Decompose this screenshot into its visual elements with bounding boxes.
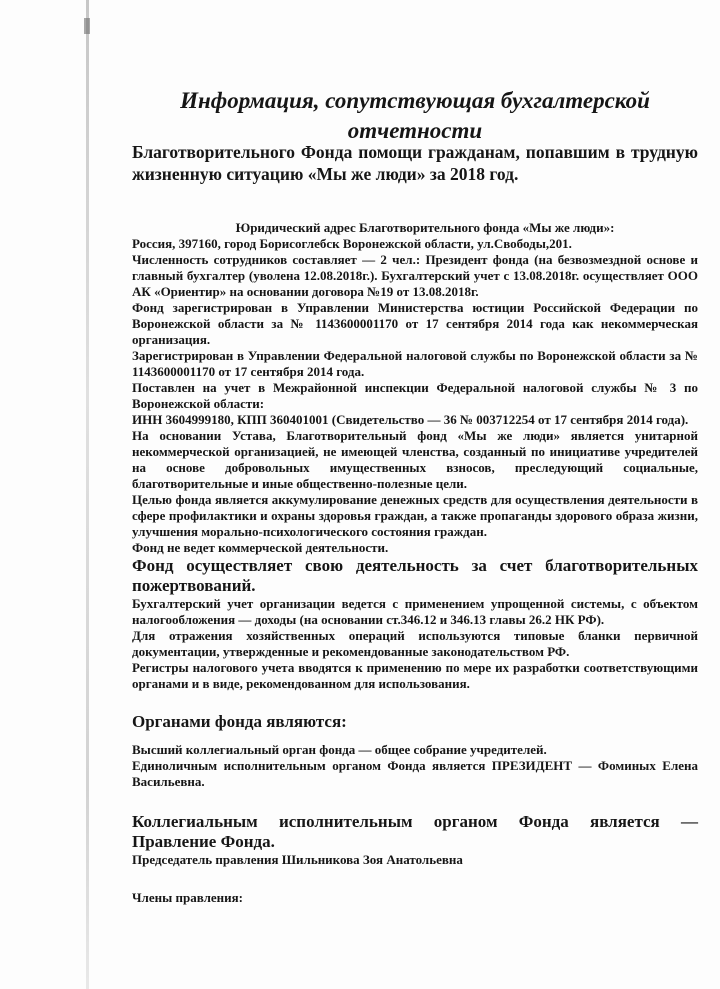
- president-paragraph: Единоличным исполнительным органом Фонда является ПРЕЗИДЕНТ — Фоминых Елена Васильевна.: [132, 758, 698, 789]
- goal-paragraph: Целью фонда является аккумулирование денежных средств для осуществления деятельности в сфере профилактики и охраны здоровья граждан, а также пропаганды здорового образа жизни, улучшения морально-психологического состояния граждан.: [132, 492, 698, 539]
- legal-address-heading: Юридический адрес Благотворительного фонда «Мы же люди»:: [235, 220, 615, 235]
- document-title: Информация, сопутствующая бухгалтерской отчетности: [180, 88, 650, 143]
- supreme-body-paragraph: Высший коллегиальный орган фонда — общее собрание учредителей.: [132, 742, 547, 757]
- accounting-paragraph: Бухгалтерский учет организации ведется с применением упрощенной системы, с объектом налогообложения — доходы (на основании ст.346.12 и 346.13 главы 26.2 НК РФ).: [132, 596, 698, 627]
- no-commercial-paragraph: Фонд не ведет коммерческой деятельности.: [132, 540, 389, 555]
- funding-heading: Фонд осуществляет свою деятельность за счет благотворительных пожертвований.: [132, 556, 698, 595]
- forms-paragraph: Для отражения хозяйственных операций используются типовые бланки первичной документации, утвержденные и рекомендованные законодательством РФ.: [132, 628, 698, 659]
- scan-mark: [84, 18, 90, 34]
- inn-kpp-paragraph: ИНН 3604999180, КПП 360401001 (Свидетельство — 36 № 003712254 от 17 сентября 2014 года).: [132, 412, 689, 427]
- staff-count-paragraph: Численность сотрудников составляет — 2 чел.: Президент фонда (на безвозмездной основе и главный бухгалтер (уволена 12.08.2018г.). Бухгалтерский учет с 13.08.2018г. осуществляет ООО АК «Ориентир» на основании договора №19 от 13.08.2018г.: [132, 252, 698, 299]
- legal-address: Россия, 397160, город Борисоглебск Воронежской области, ул.Свободы,201.: [132, 236, 572, 251]
- document-subtitle: Благотворительного Фонда помощи гражданам, попавшим в трудную жизненную ситуацию «Мы же люди» за 2018 год.: [132, 142, 698, 184]
- bodies-heading: Органами фонда являются:: [132, 712, 347, 731]
- document-body: [132, 220, 698, 906]
- registers-paragraph: Регистры налогового учета вводятся к применению по мере их разработки соответствующими органами и в виде, рекомендованном для использования.: [132, 660, 698, 691]
- board-members-label: Члены правления:: [132, 890, 243, 905]
- ministry-registration-paragraph: Фонд зарегистрирован в Управлении Министерства юстиции Российской Федерации по Воронежской области за № 1143600001170 от 17 сентября 2014 года как некоммерческая организация.: [132, 300, 698, 347]
- tax-registration-paragraph: Зарегистрирован в Управлении Федеральной налоговой службы по Воронежской области за № 1143600001170 от 17 сентября 2014 года.: [132, 348, 698, 379]
- tax-inspection-paragraph: Поставлен на учет в Межрайонной инспекции Федеральной налоговой службы № 3 по Воронежской области:: [132, 380, 698, 411]
- board-chair-paragraph: Председатель правления Шильникова Зоя Анатольевна: [132, 852, 463, 867]
- charter-paragraph: На основании Устава, Благотворительный фонд «Мы же люди» является унитарной некоммерческой организацией, не имеющей членства, созданный по инициативе учредителей на основе добровольных имущественных взносов, преследующий социальные, благотворительные и иные общественно-полезные цели.: [132, 428, 698, 491]
- scan-binding-shadow: [86, 0, 89, 989]
- board-heading: Коллегиальным исполнительным органом Фонда является — Правление Фонда.: [132, 812, 698, 851]
